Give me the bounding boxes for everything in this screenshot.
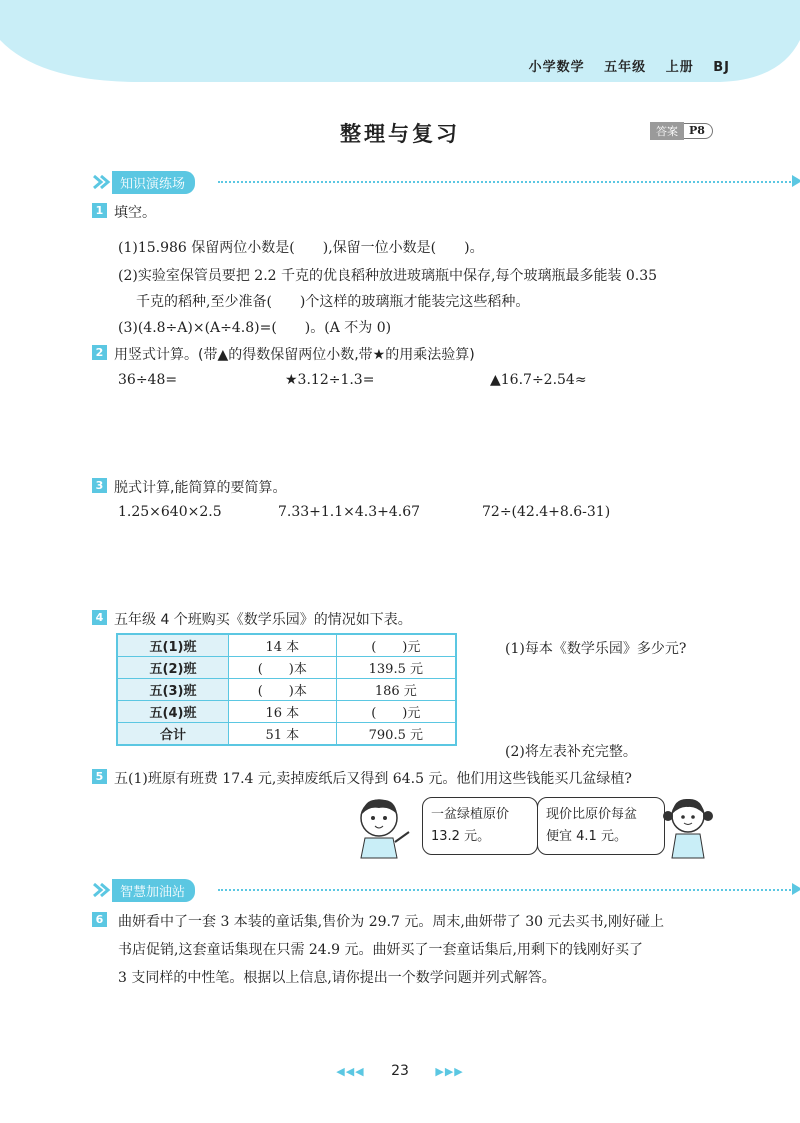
class-cell: 合计 [117, 723, 229, 746]
books-cell: 14 本 [229, 634, 337, 657]
header-edition: BJ [713, 60, 730, 75]
table-row [117, 657, 456, 679]
header-subject: 小学数学 [528, 60, 585, 75]
q2-stem: 用竖式计算。(带▲的得数保留两位小数,带★的用乘法验算) [114, 347, 475, 363]
class-cell: 五(2)班 [117, 657, 229, 679]
q6-line2: 书店促销,这套童话集现在只需 24.9 元。曲妍买了一套童话集后,用剩下的钱刚好买了 [118, 942, 643, 958]
question-number: 2 [92, 345, 107, 360]
page-title: 整理与复习 [340, 122, 460, 146]
books-cell: 16 本 [229, 701, 337, 723]
amount-cell: ( )元 [336, 701, 456, 723]
question-number: 5 [92, 769, 107, 784]
q6-line3: 3 支同样的中性笔。根据以上信息,请你提出一个数学问题并列式解答。 [118, 970, 556, 986]
q1-part2-line2: 千克的稻种,至少准备( )个这样的玻璃瓶才能装完这些稻种。 [136, 294, 530, 310]
amount-cell: 790.5 元 [336, 723, 456, 746]
q4-sub1: (1)每本《数学乐园》多少元? [505, 641, 687, 657]
header-banner [0, 0, 800, 95]
question-number: 1 [92, 203, 107, 218]
table-row [117, 634, 456, 657]
class-cell: 五(4)班 [117, 701, 229, 723]
boy-illustration [345, 792, 415, 862]
bubble2-line2: 便宜 4.1 元。 [546, 829, 627, 844]
q1-part3: (3)(4.8÷A)×(A÷4.8)=( )。(A 不为 0) [118, 320, 392, 336]
bubble1-line1: 一盆绿植原价 [431, 807, 510, 822]
class-cell: 五(1)班 [117, 634, 229, 657]
question-number: 6 [92, 912, 107, 927]
header-info [515, 56, 730, 75]
answer-reference[interactable] [650, 123, 713, 139]
answer-label: 答案 [650, 122, 684, 140]
section-header-challenge [92, 880, 195, 900]
books-cell: ( )本 [229, 657, 337, 679]
footer-left-arrows-icon: ◀◀◀ [336, 1065, 365, 1078]
books-cell: 51 本 [229, 723, 337, 746]
class-cell: 五(3)班 [117, 679, 229, 701]
amount-cell: 139.5 元 [336, 657, 456, 679]
books-cell: ( )本 [229, 679, 337, 701]
question-number: 4 [92, 610, 107, 625]
dotted-divider [218, 181, 798, 183]
amount-cell: ( )元 [336, 634, 456, 657]
double-arrow-icon [92, 173, 112, 191]
footer-right-arrows-icon: ▶▶▶ [435, 1065, 464, 1078]
divider-end-arrow-icon [792, 883, 800, 895]
page-footer [0, 1063, 800, 1079]
speech-bubble-original-price [422, 797, 538, 855]
q2-item-1: 36÷48= [118, 372, 178, 388]
header-grade: 五年级 [604, 60, 647, 75]
q5-stem: 五(1)班原有班费 17.4 元,卖掉废纸后又得到 64.5 元。他们用这些钱能买几盆绿植? [114, 771, 632, 787]
bubble2-line1: 现价比原价每盆 [546, 807, 638, 822]
answer-page: P8 [684, 123, 713, 139]
purchase-table [116, 633, 457, 746]
table-row [117, 679, 456, 701]
table-row [117, 701, 456, 723]
bubble1-line2: 13.2 元。 [431, 829, 491, 844]
question-number: 3 [92, 478, 107, 493]
q1-part1: (1)15.986 保留两位小数是( ),保留一位小数是( )。 [118, 240, 484, 256]
q2-item-2: ★3.12÷1.3= [285, 372, 375, 388]
q3-item-3: 72÷(42.4+8.6-31) [482, 504, 611, 520]
double-arrow-icon [92, 881, 112, 899]
header-volume: 上册 [665, 60, 694, 75]
girl-illustration [658, 792, 718, 860]
section-label: 知识演练场 [112, 171, 195, 194]
q4-stem: 五年级 4 个班购买《数学乐园》的情况如下表。 [114, 612, 412, 628]
divider-end-arrow-icon [792, 175, 800, 187]
q3-item-2: 7.33+1.1×4.3+4.67 [278, 504, 421, 520]
q2-item-3: ▲16.7÷2.54≈ [490, 372, 587, 388]
table-row [117, 723, 456, 746]
q6-line1: 曲妍看中了一套 3 本装的童话集,售价为 29.7 元。周末,曲妍带了 30 元去买书,刚好碰上 [118, 914, 664, 930]
q4-sub2: (2)将左表补充完整。 [505, 744, 637, 760]
q1-stem: 填空。 [114, 205, 156, 221]
section-label: 智慧加油站 [112, 879, 195, 902]
amount-cell: 186 元 [336, 679, 456, 701]
speech-bubble-discount [537, 797, 665, 855]
q3-item-1: 1.25×640×2.5 [118, 504, 222, 520]
section-header-practice [92, 172, 195, 192]
dotted-divider [218, 889, 798, 891]
q3-stem: 脱式计算,能简算的要简算。 [114, 480, 287, 496]
page-number: 23 [391, 1063, 409, 1079]
q1-part2-line1: (2)实验室保管员要把 2.2 千克的优良稻种放进玻璃瓶中保存,每个玻璃瓶最多能装 0.35 [118, 268, 658, 284]
